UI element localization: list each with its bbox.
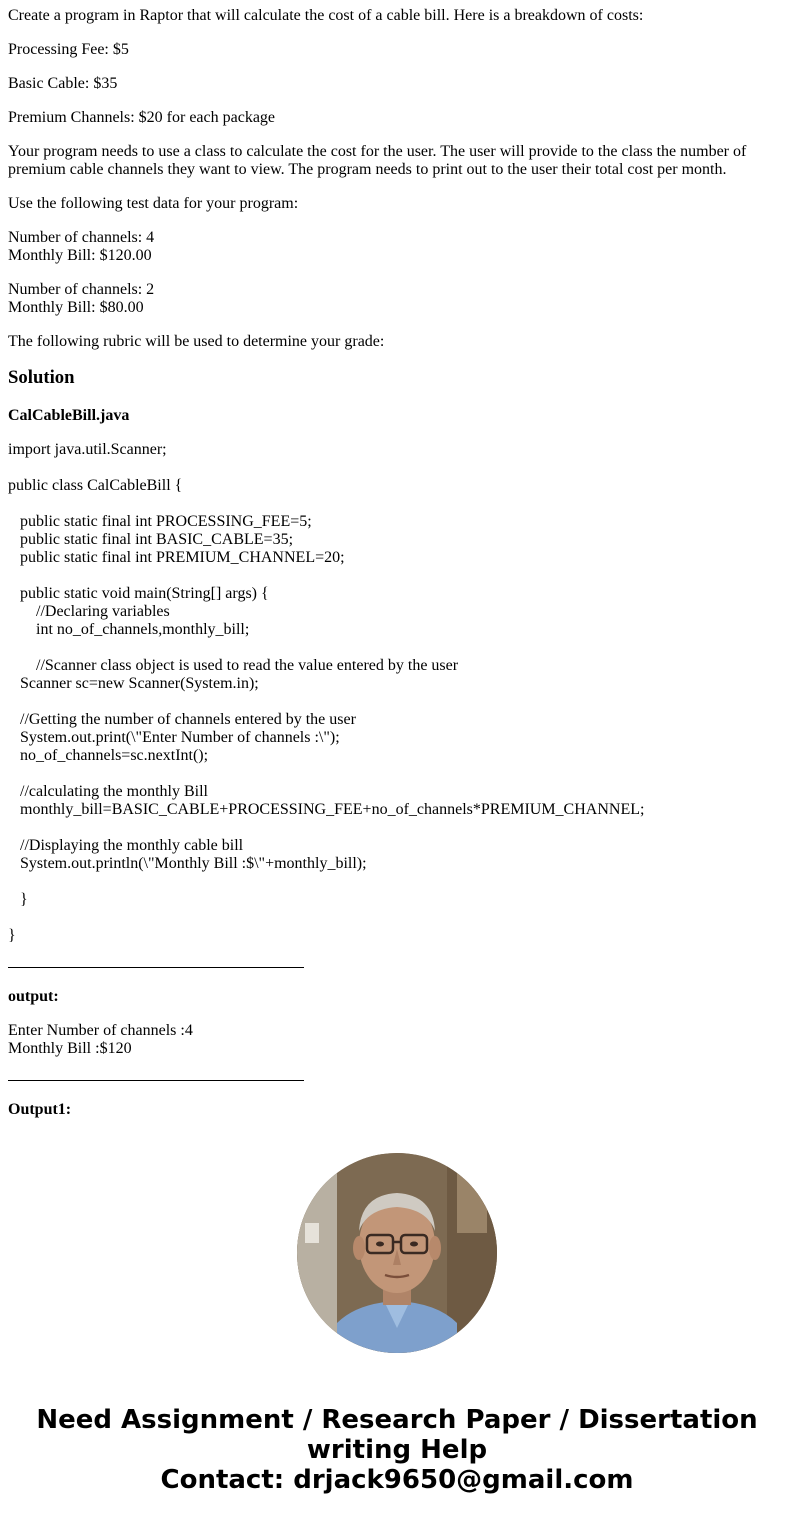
code-line <box>8 693 786 711</box>
code-line <box>8 567 786 585</box>
code-line: public class CalCableBill { <box>8 477 183 494</box>
code-line: System.out.println(\"Monthly Bill :$\"+monthly_bill); <box>8 855 367 872</box>
code-line: public static void main(String[] args) { <box>8 585 269 602</box>
test-case-2-bill: Monthly Bill: $80.00 <box>8 299 144 316</box>
code-line: } <box>8 927 16 944</box>
output-line: Monthly Bill :$120 <box>8 1040 132 1057</box>
divider <box>8 1080 304 1081</box>
code-line: //Getting the number of channels entered by the user <box>8 711 356 728</box>
solution-heading: Solution <box>8 367 75 388</box>
premium-channels: Premium Channels: $20 for each package <box>8 109 276 126</box>
author-photo-image <box>297 1153 497 1353</box>
code-line: Scanner sc=new Scanner(System.in); <box>8 675 259 692</box>
promo-banner <box>0 1122 794 1523</box>
code-line: no_of_channels=sc.nextInt(); <box>8 747 209 764</box>
code-line: monthly_bill=BASIC_CABLE+PROCESSING_FEE+no_of_channels*PREMIUM_CHANNEL; <box>8 801 645 818</box>
code-line: //calculating the monthly Bill <box>8 783 208 800</box>
output-text <box>8 1022 786 1058</box>
code-line <box>8 819 786 837</box>
code-line: int no_of_channels,monthly_bill; <box>8 621 250 638</box>
code-line <box>8 639 786 657</box>
output-heading: output: <box>8 988 59 1005</box>
output-line: Enter Number of channels :4 <box>8 1022 193 1039</box>
test-case-2-channels: Number of channels: 2 <box>8 281 155 298</box>
code-line: public static final int PROCESSING_FEE=5; <box>8 513 312 530</box>
code-line: //Scanner class object is used to read the value entered by the user <box>8 657 459 674</box>
promo-contact: Contact: drjack9650@gmail.com <box>160 1465 634 1495</box>
requirements: Your program needs to use a class to calculate the cost for the user. The user will provide to the class the number of premium cable channels they want to view. The program needs to print out to the user their total cost per month. <box>8 143 747 178</box>
test-case-1-bill: Monthly Bill: $120.00 <box>8 247 152 264</box>
code-line: System.out.print(\"Enter Number of channels :\"); <box>8 729 340 746</box>
promo-line: writing Help <box>306 1435 488 1465</box>
code-line <box>8 873 786 891</box>
code-line <box>8 495 786 513</box>
test-case-2 <box>8 281 786 317</box>
rubric-text: The following rubric will be used to determine your grade: <box>8 333 385 350</box>
divider <box>8 967 304 968</box>
solution-filename: CalCableBill.java <box>8 407 130 424</box>
document-content <box>8 0 786 1122</box>
code-line: //Displaying the monthly cable bill <box>8 837 244 854</box>
question-intro: Create a program in Raptor that will calculate the cost of a cable bill. Here is a breakdown of costs: <box>8 7 644 24</box>
code-line: //Declaring variables <box>8 603 170 620</box>
test-case-1 <box>8 229 786 265</box>
code-block <box>8 441 786 945</box>
code-line: public static final int BASIC_CABLE=35; <box>8 531 294 548</box>
code-line <box>8 909 786 927</box>
processing-fee: Processing Fee: $5 <box>8 41 129 58</box>
author-photo <box>297 1153 497 1353</box>
output1-heading: Output1: <box>8 1101 72 1118</box>
code-line: } <box>8 891 28 908</box>
basic-cable: Basic Cable: $35 <box>8 75 118 92</box>
promo-text <box>0 1405 794 1495</box>
test-case-1-channels: Number of channels: 4 <box>8 229 155 246</box>
test-data-intro: Use the following test data for your program: <box>8 195 299 212</box>
code-line <box>8 765 786 783</box>
code-line: public static final int PREMIUM_CHANNEL=20; <box>8 549 345 566</box>
code-line <box>8 459 786 477</box>
code-line: import java.util.Scanner; <box>8 441 167 458</box>
promo-line: Need Assignment / Research Paper / Dissertation <box>36 1405 758 1435</box>
